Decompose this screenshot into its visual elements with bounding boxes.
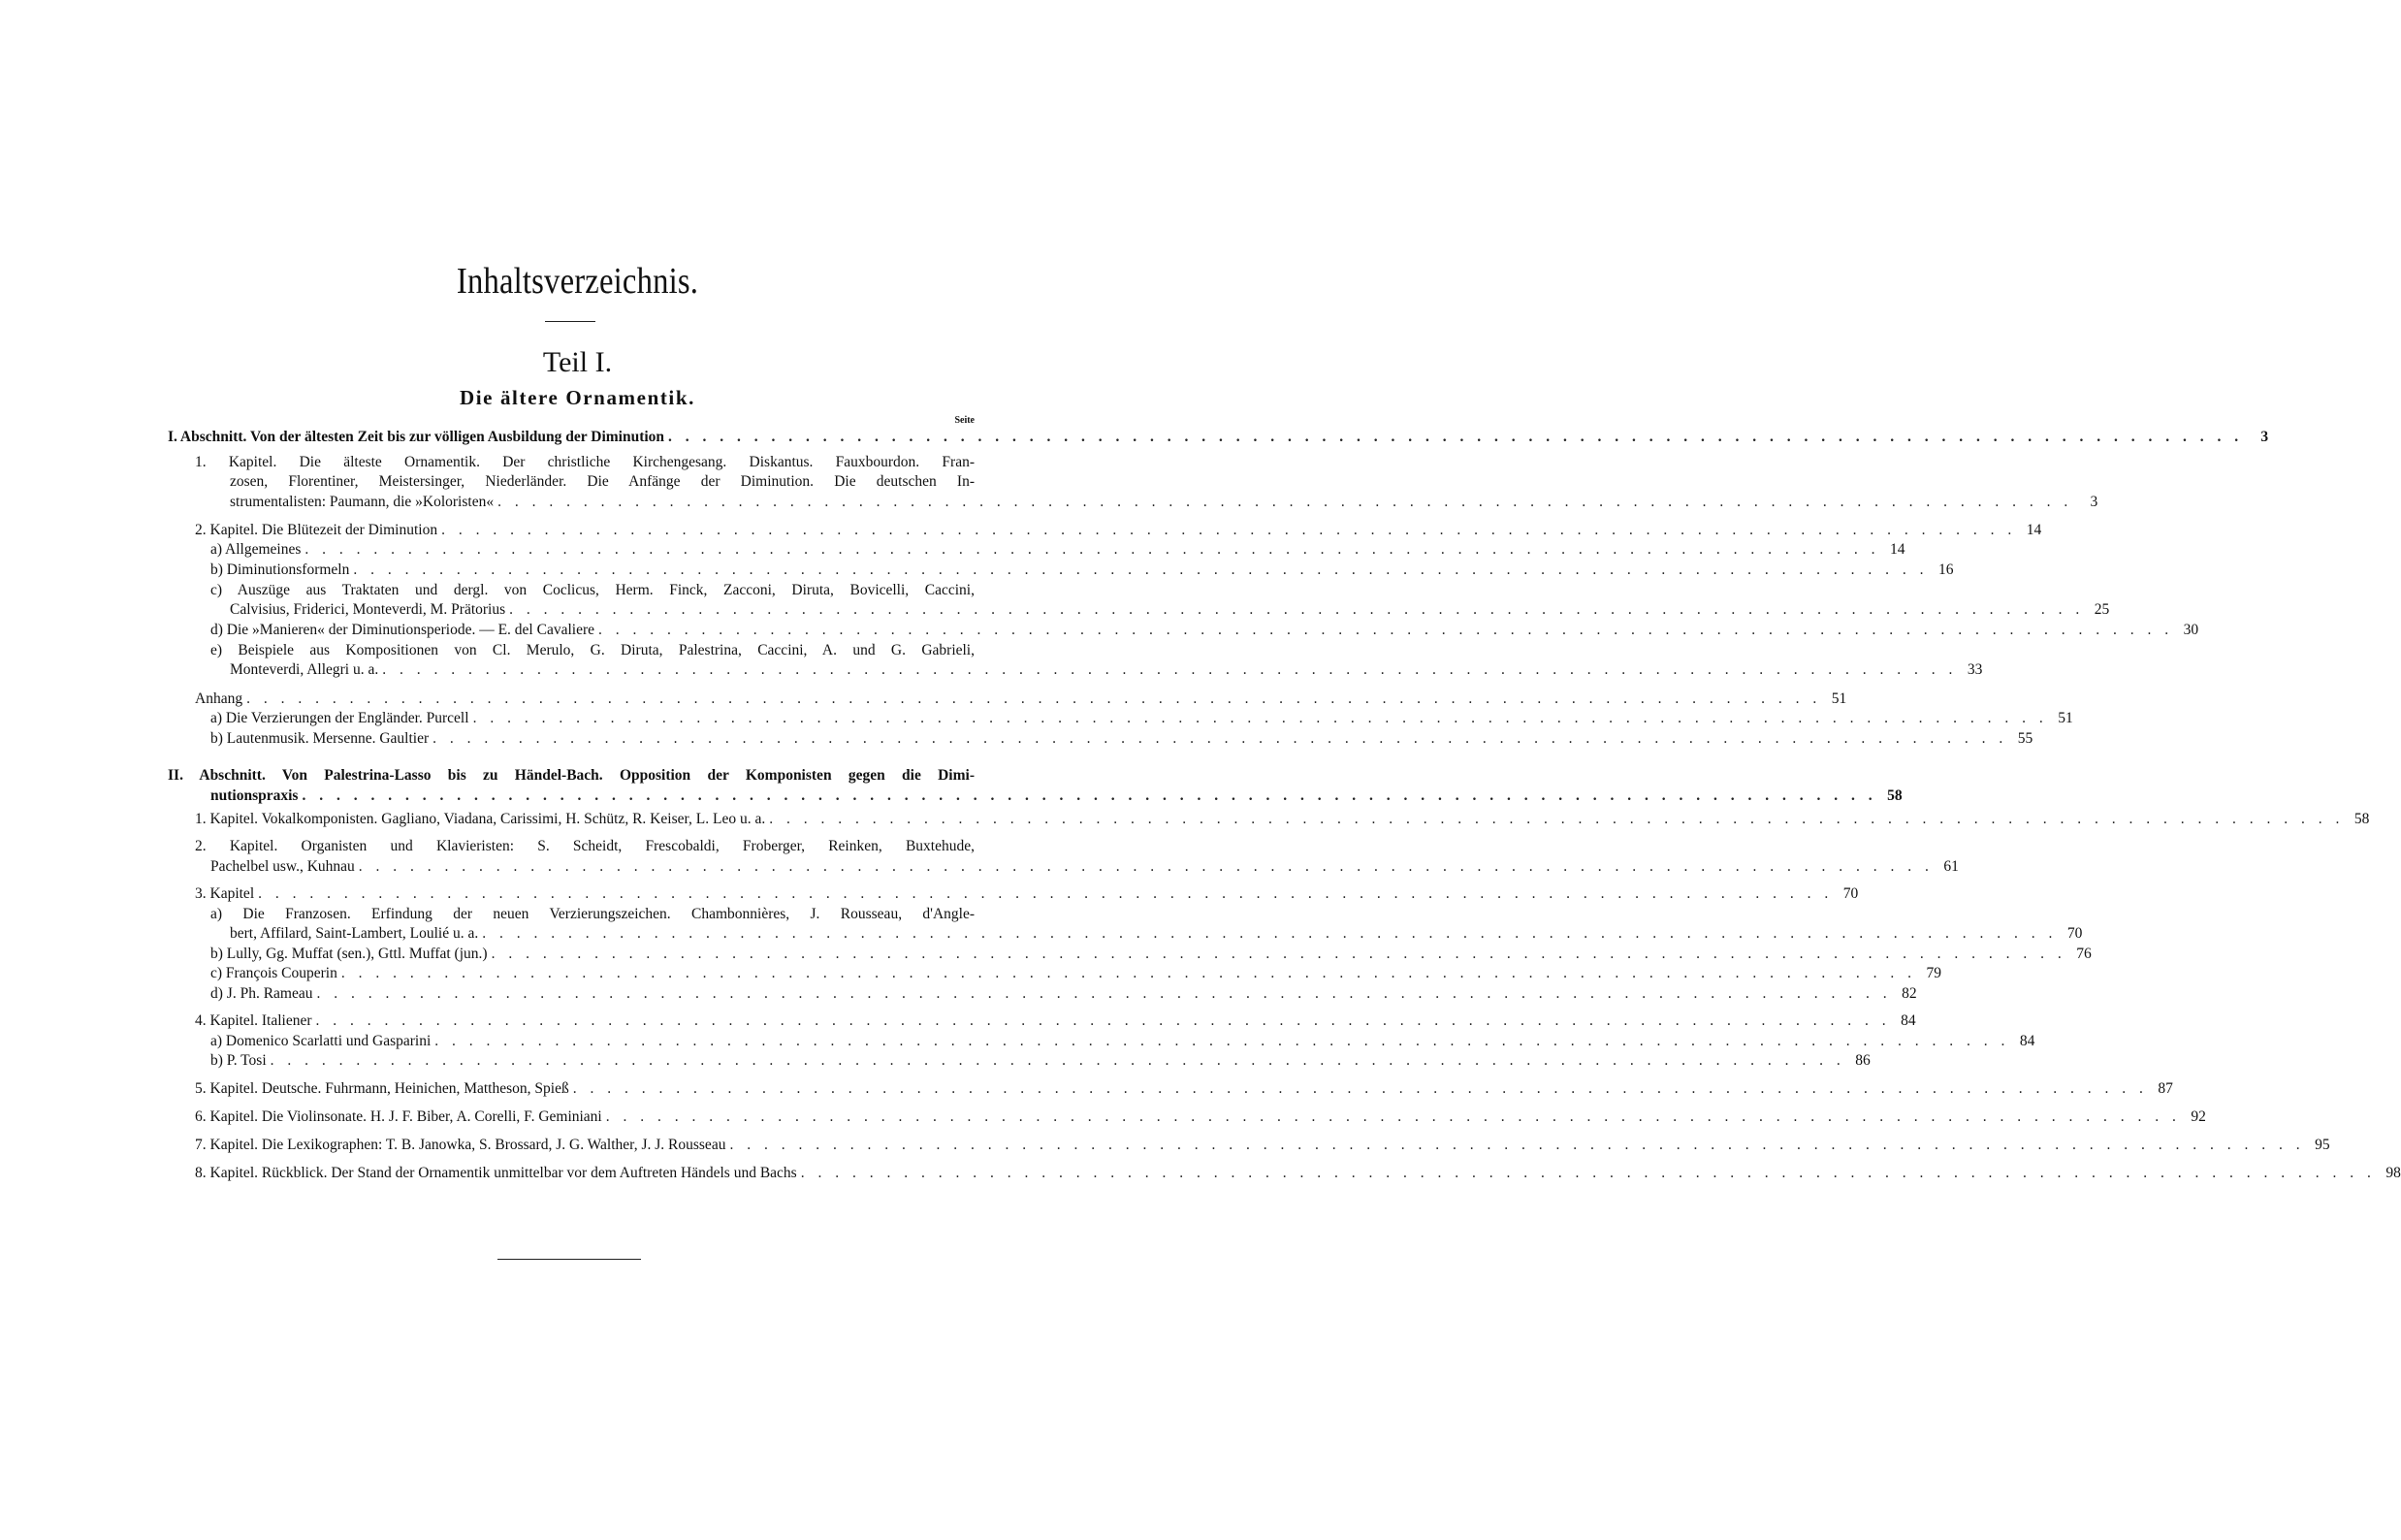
title-divider bbox=[545, 321, 595, 322]
toc-entry-anhang-a: a) Die Verzierungen der Engländer. Purcell . . . 51 bbox=[210, 709, 975, 729]
toc-entry-a2-kapitel-4a: a) Domenico Scarlatti und Gasparini . . . 84 bbox=[210, 1032, 975, 1052]
toc-entry-a2-kapitel-3b: b) Lully, Gg. Muffat (sen.), Gttl. Muffat (jun.) . . . 76 bbox=[210, 945, 975, 965]
toc-entry-kapitel-1-line-2: zosen, Florentiner, Meistersinger, Niederländer. Die Anfänge der Diminution. Die deutschen In- bbox=[230, 473, 975, 490]
part-heading: Teil I. bbox=[542, 346, 613, 378]
toc-entry-a2-kapitel-3: 3. Kapitel . . . 70 bbox=[195, 884, 975, 905]
toc-entry-a2-kapitel-3d: d) J. Ph. Rameau . . . 82 bbox=[210, 984, 975, 1005]
toc-entry-kapitel-1: strumentalisten: Paumann, die »Koloristen« . . . 3 bbox=[230, 493, 975, 513]
toc-entry-a2-kapitel-3c: c) François Couperin . . . 79 bbox=[210, 964, 975, 984]
toc-entry-abschnitt-2: nutionspraxis . . . 58 bbox=[210, 786, 975, 807]
toc-entry-a2-kapitel-4: 4. Kapitel. Italiener . . . 84 bbox=[195, 1011, 975, 1032]
toc-entry-a2-kapitel-3a-line-1: a) Die Franzosen. Erfindung der neuen Verzierungszeichen. Chambonnières, J. Rousseau, d'Angle- bbox=[210, 906, 975, 922]
toc-entry-a2-kapitel-7: 7. Kapitel. Die Lexikographen: T. B. Janowka, S. Brossard, J. G. Walther, J. J. Rousseau . . . 95 bbox=[195, 1136, 975, 1156]
toc-entry-a2-kapitel-6: 6. Kapitel. Die Violinsonate. H. J. F. Biber, A. Corelli, F. Geminiani . . . 92 bbox=[195, 1107, 975, 1128]
toc-entry-anhang-b: b) Lautenmusik. Mersenne. Gaultier . . . 55 bbox=[210, 729, 975, 750]
toc-entry-a2-kapitel-2: Pachelbel usw., Kuhnau . . . 61 bbox=[210, 857, 975, 878]
toc-entry-abschnitt-2-line-1: II. Abschnitt. Von Palestrina-Lasso bis zu Händel-Bach. Opposition der Komponisten gegen die Dimi- bbox=[168, 767, 975, 784]
toc-entry-kapitel-2d: d) Die »Manieren« der Diminutionsperiode. — E. del Cavaliere . . . 30 bbox=[210, 621, 975, 641]
toc-entry-a2-kapitel-3a: bert, Affilard, Saint-Lambert, Loulié u. a. . . . 70 bbox=[230, 924, 975, 945]
toc-entry-kapitel-2e: Monteverdi, Allegri u. a. . . . 33 bbox=[230, 660, 975, 681]
closing-divider bbox=[497, 1259, 641, 1260]
toc-entry-a2-kapitel-8: 8. Kapitel. Rückblick. Der Stand der Ornamentik unmittelbar vor dem Auftreten Händels und Bachs . . . 98 bbox=[195, 1164, 975, 1184]
toc-entry-kapitel-2a: a) Allgemeines . . . 14 bbox=[210, 540, 975, 561]
toc-entry-a2-kapitel-5: 5. Kapitel. Deutsche. Fuhrmann, Heinichen, Mattheson, Spieß . . . 87 bbox=[195, 1079, 975, 1100]
toc-entry-a2-kapitel-4b: b) P. Tosi . . . 86 bbox=[210, 1051, 975, 1072]
page-column-label: Seite bbox=[954, 415, 975, 426]
toc-entry-kapitel-1-line-1: 1. Kapitel. Die älteste Ornamentik. Der christliche Kirchengesang. Diskantus. Fauxbourdon. Fran- bbox=[195, 454, 975, 470]
page-title: Inhaltsverzeichnis. bbox=[456, 261, 699, 302]
toc-entry-anhang: Anhang . . . 51 bbox=[195, 690, 975, 710]
toc-entry-kapitel-2c-line-1: c) Auszüge aus Traktaten und dergl. von Coclicus, Herm. Finck, Zacconi, Diruta, Bovicelli, Caccini, bbox=[210, 582, 975, 598]
toc-entry-kapitel-2: 2. Kapitel. Die Blütezeit der Diminution . . . 14 bbox=[195, 521, 975, 541]
toc-entry-abschnitt-1: I. Abschnitt. Von der ältesten Zeit bis zur völligen Ausbildung der Diminution . . . 3 bbox=[168, 428, 975, 448]
part-subtitle: Die ältere Ornamentik. bbox=[459, 386, 696, 409]
toc-entry-kapitel-2e-line-1: e) Beispiele aus Kompositionen von Cl. Merulo, G. Diruta, Palestrina, Caccini, A. und G. Gabrieli, bbox=[210, 642, 975, 658]
toc-entry-kapitel-2b: b) Diminutionsformeln . . . 16 bbox=[210, 561, 975, 581]
toc-entry-a2-kapitel-1: 1. Kapitel. Vokalkomponisten. Gagliano, Viadana, Carissimi, H. Schütz, R. Keiser, L. Leo u. a. . . . 58 bbox=[195, 810, 975, 830]
toc-entry-a2-kapitel-2-line-1: 2. Kapitel. Organisten und Klavieristen: S. Scheidt, Frescobaldi, Froberger, Reinken, Buxtehude, bbox=[195, 838, 975, 854]
toc-entry-kapitel-2c: Calvisius, Friderici, Monteverdi, M. Prätorius . . . 25 bbox=[230, 600, 975, 621]
